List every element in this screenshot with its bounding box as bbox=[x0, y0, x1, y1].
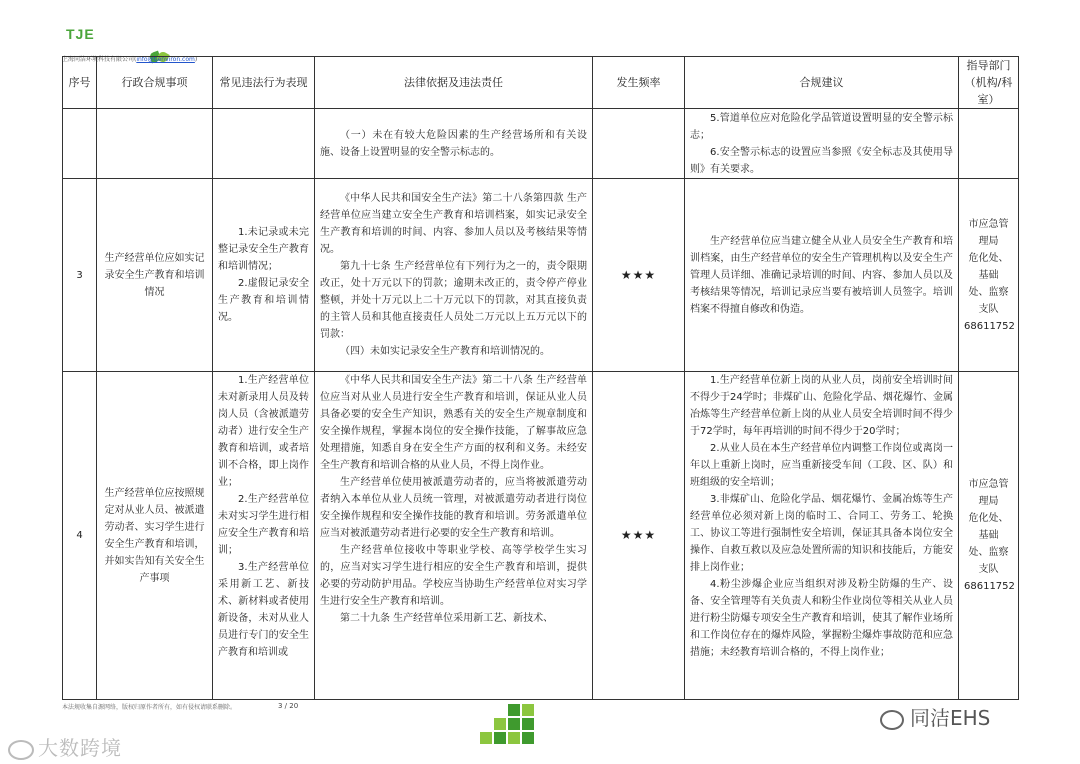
law-paragraph: （四）未如实记录安全生产教育和培训情况的。 bbox=[340, 346, 550, 357]
col-header-law: 法律依据及违法责任 bbox=[315, 57, 593, 109]
company-email-link[interactable]: info@tjenviron.com bbox=[136, 56, 195, 63]
frequency-stars: ★★★ bbox=[593, 179, 685, 372]
square-mark bbox=[508, 732, 520, 744]
advice-paragraph: 3.非煤矿山、危险化学品、烟花爆竹、金属冶炼等生产经营单位必须对新上岗的临时工、合同工、劳务工、轮换工、协议工等进行强制性安全培训，保证其具备本岗位安全操作、自救互救以及应急处置所需的知识和技能后，方能安排上岗作业； bbox=[690, 494, 953, 573]
behavior-item: 1.未记录或未完整记录安全生产教育和培训情况； bbox=[218, 227, 309, 272]
table-header-row bbox=[63, 57, 1019, 109]
wechat-icon bbox=[880, 710, 904, 730]
page-number: 3 / 20 bbox=[278, 702, 299, 710]
footer-notice: 本法规收集自源网络，版权归原作者所有，如有侵权请联系删除。 bbox=[62, 704, 237, 711]
cell-item bbox=[97, 109, 213, 179]
dept-line: 处、监察支队 bbox=[968, 547, 1009, 575]
cell-law bbox=[315, 109, 593, 179]
table-row bbox=[63, 179, 1019, 372]
dept-line: 市应急管理局 bbox=[968, 218, 1009, 247]
cell-dept bbox=[959, 179, 1019, 372]
col-header-frequency: 发生频率 bbox=[593, 57, 685, 109]
green-squares-decoration bbox=[470, 700, 540, 750]
company-name-close: ) bbox=[194, 56, 198, 63]
law-paragraph: 生产经营单位使用被派遣劳动者的，应当将被派遣劳动者纳入本单位从业人员统一管理，对被派遣劳动者进行岗位安全操作规程和安全操作技能的教育和培训。劳务派遣单位应当对被派遣劳动者进行必要的安全生产教育和培训。 bbox=[320, 477, 587, 539]
company-name: 上海同洁环境科技有限公司( bbox=[62, 56, 137, 63]
cell-advice bbox=[685, 372, 959, 700]
logo-text: TJE bbox=[66, 26, 95, 42]
col-header-item: 行政合规事项 bbox=[97, 57, 213, 109]
square-mark bbox=[522, 704, 534, 716]
cell-behavior bbox=[213, 179, 315, 372]
dept-phone: 68611752 bbox=[964, 581, 1015, 592]
watermark-left-text: 大数跨境 bbox=[38, 736, 122, 760]
law-paragraph: （一）未在有较大危险因素的生产经营场所和有关设施、设备上设置明显的安全警示标志的。 bbox=[320, 129, 587, 158]
watermark-logo-icon bbox=[8, 740, 34, 760]
behavior-item: 2.虚假记录安全生产教育和培训情况。 bbox=[218, 278, 309, 323]
cell-no bbox=[63, 109, 97, 179]
watermark-right-text: 同洁EHS bbox=[910, 706, 991, 730]
square-mark bbox=[522, 718, 534, 730]
cell-dept bbox=[959, 109, 1019, 179]
advice-paragraph: 4.粉尘涉爆企业应当组织对涉及粉尘防爆的生产、设备、安全管理等有关负责人和粉尘作业岗位等相关从业人员进行粉尘防爆专项安全生产教育和培训，使其了解作业场所和工作岗位存在的爆炸风险，掌握粉尘爆炸事故防范和应急措施；未经教育培训合格的，不得上岗作业； bbox=[690, 579, 953, 658]
watermark-left bbox=[8, 732, 122, 761]
col-header-dept-line1: 指导部门 bbox=[966, 59, 1011, 72]
cell-dept bbox=[959, 372, 1019, 700]
dept-line: 市应急管理局 bbox=[968, 479, 1009, 507]
advice-paragraph: 生产经营单位应当建立健全从业人员安全生产教育和培训档案，由生产经营单位的安全生产管理机构以及安全生产管理人员详细、准确记录培训的时间、内容、参加人员以及考核结果等情况，培训记录应当要有被培训人员签字。培训档案不得擅自修改和伪造。 bbox=[690, 235, 953, 315]
cell-law bbox=[315, 179, 593, 372]
col-header-advice: 合规建议 bbox=[685, 57, 959, 109]
dept-line: 处、监察支队 bbox=[968, 286, 1009, 315]
square-mark bbox=[494, 732, 506, 744]
col-header-behavior: 常见违法行为表现 bbox=[213, 57, 315, 109]
dept-phone: 68611752 bbox=[964, 320, 1015, 332]
square-mark bbox=[508, 704, 520, 716]
table-row bbox=[63, 372, 1019, 700]
square-mark bbox=[480, 732, 492, 744]
cell-frequency bbox=[593, 109, 685, 179]
compliance-table bbox=[62, 56, 1019, 700]
watermark-right bbox=[880, 702, 990, 731]
cell-item: 生产经营单位应按照规定对从业人员、被派遣劳动者、实习学生进行安全生产教育和培训，并如实告知有关安全生产事项 bbox=[97, 372, 213, 700]
behavior-item: 1.生产经营单位未对新录用人员及转岗人员（含被派遣劳动者）进行安全生产教育和培训，或者培训不合格，即上岗作业； bbox=[218, 375, 309, 488]
dept-line: 危化处、基础 bbox=[968, 252, 1009, 281]
law-paragraph: 第九十七条 生产经营单位有下列行为之一的，责令限期改正，处十万元以下的罚款；逾期未改正的，责令停产停业整顿，并处十万元以上二十万元以下的罚款，对其直接负责的主管人员和其他直接责任人员处二万元以上五万元以下的罚款： bbox=[320, 261, 587, 340]
table-row bbox=[63, 109, 1019, 179]
cell-no: 4 bbox=[63, 372, 97, 700]
square-mark bbox=[522, 732, 534, 744]
cell-behavior bbox=[213, 109, 315, 179]
col-header-dept-line2: （机构/科室） bbox=[964, 76, 1013, 106]
square-mark bbox=[494, 718, 506, 730]
cell-law bbox=[315, 372, 593, 700]
advice-paragraph: 2.从业人员在本生产经营单位内调整工作岗位或离岗一年以上重新上岗时，应当重新接受车间（工段、区、队）和班组级的安全培训； bbox=[690, 443, 953, 488]
advice-paragraph: 5.管道单位应对危险化学品管道设置明显的安全警示标志； bbox=[690, 112, 953, 141]
col-header-dept bbox=[959, 57, 1019, 109]
square-mark bbox=[508, 718, 520, 730]
behavior-item: 2.生产经营单位未对实习学生进行相应安全生产教育和培训； bbox=[218, 494, 309, 556]
dept-line: 危化处、基础 bbox=[968, 513, 1009, 541]
law-paragraph: 生产经营单位接收中等职业学校、高等学校学生实习的，应当对实习学生进行相应的安全生产教育和培训，提供必要的劳动防护用品。学校应当协助生产经营单位对实习学生进行安全生产教育和培训。 bbox=[320, 545, 587, 607]
cell-no: 3 bbox=[63, 179, 97, 372]
cell-item: 生产经营单位应如实记录安全生产教育和培训情况 bbox=[97, 179, 213, 372]
col-header-no: 序号 bbox=[63, 57, 97, 109]
frequency-stars: ★★★ bbox=[593, 372, 685, 700]
cell-advice bbox=[685, 109, 959, 179]
law-paragraph: 《中华人民共和国安全生产法》第二十八条第四款 生产经营单位应当建立安全生产教育和培训档案，如实记录安全生产教育和培训的时间、内容、参加人员以及考核结果等情况。 bbox=[320, 193, 587, 255]
cell-behavior bbox=[213, 372, 315, 700]
advice-paragraph: 1.生产经营单位新上岗的从业人员，岗前安全培训时间不得少于24学时；非煤矿山、危险化学品、烟花爆竹、金属冶炼等生产经营单位新上岗的从业人员安全培训时间不得少于72学时，每年再培训的时间不得少于20学时； bbox=[690, 375, 953, 437]
law-paragraph: 《中华人民共和国安全生产法》第二十八条 生产经营单位应当对从业人员进行安全生产教育和培训，保证从业人员具备必要的安全生产知识，熟悉有关的安全生产规章制度和安全操作规程，掌握本岗位的安全操作技能，了解事故应急处理措施，知悉自身在安全生产方面的权利和义务。未经安全生产教育和培训合格的从业人员，不得上岗作业。 bbox=[320, 375, 587, 471]
law-paragraph: 第二十九条 生产经营单位采用新工艺、新技术、 bbox=[340, 613, 554, 624]
behavior-item: 3.生产经营单位采用新工艺、新技术、新材料或者使用新设备，未对从业人员进行专门的安全生产教育和培训或 bbox=[218, 562, 309, 658]
cell-advice bbox=[685, 179, 959, 372]
advice-paragraph: 6.安全警示标志的设置应当参照《安全标志及其使用导则》有关要求。 bbox=[690, 146, 953, 175]
